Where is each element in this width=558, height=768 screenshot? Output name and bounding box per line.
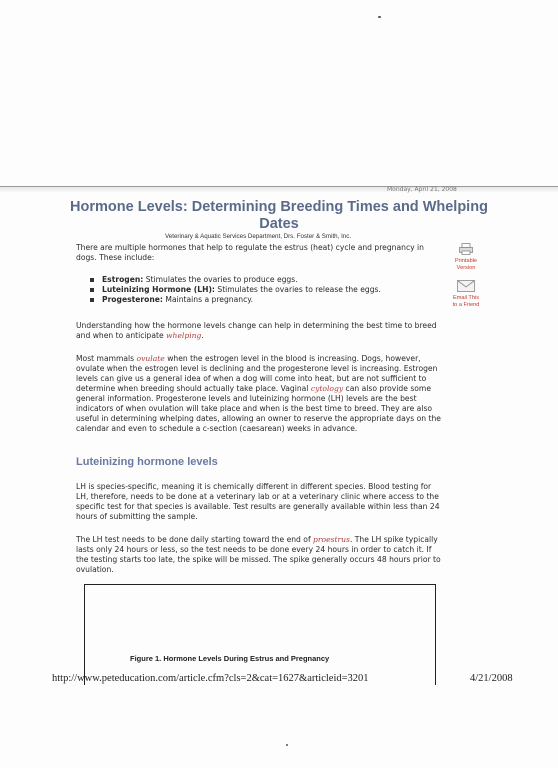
email-friend-link[interactable] — [446, 280, 486, 308]
list-item-text: Stimulates the ovaries to release the eggs. — [214, 285, 381, 294]
list-item-term: Estrogen: — [102, 275, 144, 284]
envelope-icon — [457, 280, 475, 292]
article-title: Hormone Levels: Determining Breeding Times and Whelping Dates — [70, 199, 488, 232]
printable-label-line1: Printable — [454, 258, 478, 264]
figure-frame — [84, 584, 436, 685]
bullet-icon — [90, 298, 94, 302]
paragraph-text: The LH test needs to be done daily starting toward the end of — [76, 535, 314, 544]
list-item-term: Luteinizing Hormone (LH): — [102, 285, 215, 294]
scan-speck — [378, 16, 381, 18]
understanding-paragraph — [76, 321, 444, 341]
bullet-icon — [90, 278, 94, 282]
proestrus-link[interactable]: proestrus — [313, 535, 350, 544]
list-item — [90, 275, 450, 285]
intro-paragraph: There are multiple hormones that help to regulate the estrus (heat) cycle and pregnancy in dogs. These include: — [76, 243, 424, 262]
printable-version-link[interactable] — [447, 243, 485, 271]
email-label-line1: Email This — [452, 295, 479, 301]
spike-paragraph — [76, 535, 444, 575]
paragraph-text: when the estrogen level in the blood is increasing. Dogs, however, ovulate when the estrogen level is declining and the progesterone level is increasing. Estrogen levels can give us a general idea of when a dog will come into heat, but are not sufficient to determine when breeding should actually take place. Vaginal — [76, 354, 438, 393]
list-item-term: Progesterone: — [102, 295, 163, 304]
page-fold-shadow — [0, 187, 558, 193]
paragraph-text: can also provide some general information. Progesterone levels and luteinizing hormone (LH) levels are the best indicators of when ovulation will take place and when is the best time to breed. They are also useful in determining whelping dates, allowing an owner to reserve the appropriate days on the calendar and even to schedule a c-section (caesarean) weeks in advance. — [76, 384, 441, 433]
printer-icon — [459, 243, 473, 255]
paragraph-text: . The LH spike typically lasts only 24 hours or less, so the test needs to be done every 24 hours in order to catch it. If the testing starts too late, the spike will be missed. The spike generally occurs 48 hours prior to ovulation. — [76, 535, 441, 574]
email-label-line2: to a Friend — [452, 301, 480, 308]
paragraph-text: Most mammals — [76, 354, 137, 363]
list-item — [90, 285, 450, 295]
ovulate-link[interactable]: ovulate — [136, 354, 165, 363]
whelping-link[interactable]: whelping — [166, 331, 202, 340]
ovulation-paragraph — [76, 354, 444, 434]
list-item — [90, 295, 450, 305]
paragraph-text: Understanding how the hormone levels change can help in determining the best time to breed and when to anticipate — [76, 321, 437, 340]
footer-date: 4/21/2008 — [470, 673, 513, 684]
footer-url: http://www.peteducation.com/article.cfm?cls=2&cat=1627&articleid=3201 — [52, 673, 369, 684]
section-heading: Luteinizing hormone levels — [76, 456, 218, 468]
bullet-icon — [90, 288, 94, 292]
figure-caption: Figure 1. Hormone Levels During Estrus and Pregnancy — [130, 654, 330, 663]
list-item-text: Maintains a pregnancy. — [162, 295, 254, 304]
paragraph-text: . — [201, 331, 204, 340]
cytology-link[interactable]: cytology — [310, 384, 344, 393]
article-byline: Veterinary & Aquatic Services Department, Drs. Foster & Smith, Inc. — [165, 233, 352, 240]
hormone-list — [90, 275, 450, 305]
header-date: Monday, April 21, 2008 — [387, 186, 457, 193]
scan-speck — [286, 744, 288, 746]
list-item-text: Stimulates the ovaries to produce eggs. — [143, 275, 298, 284]
printable-label-line2: Version — [456, 264, 476, 271]
lh-paragraph: LH is species-specific, meaning it is chemically different in different species. Blood testing for LH, therefore, needs to be done at a veterinary lab or at a veterinary clinic where access to the specific test for that species is available. Test results are generally available within less than 24 hours of submitting the sample. — [76, 482, 440, 521]
